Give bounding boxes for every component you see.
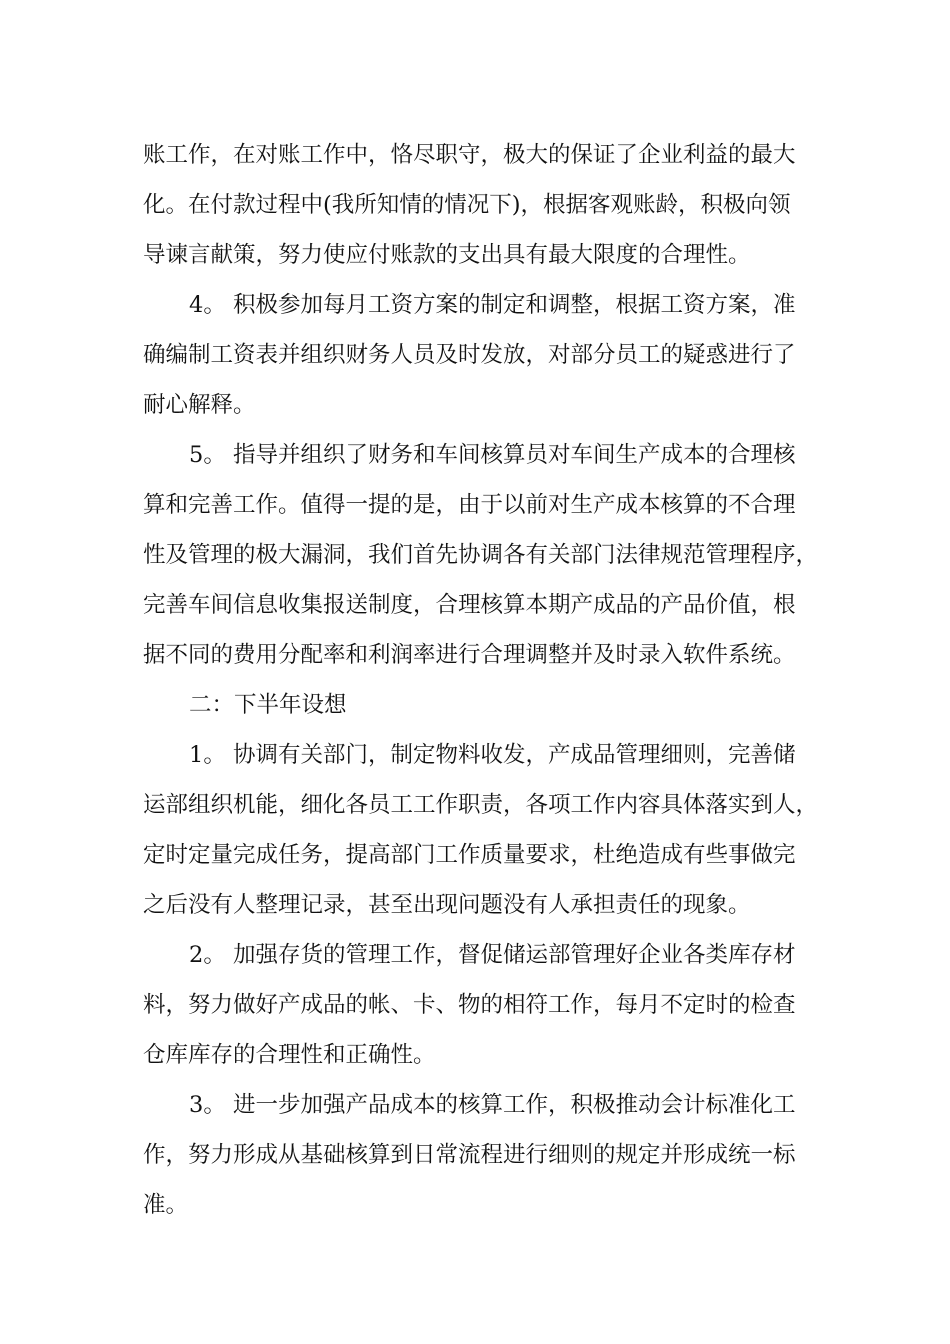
text-line: 化。在付款过程中(我所知情的情况下)，根据客观账龄，积极向领 — [143, 192, 791, 218]
text-line: 账工作，在对账工作中，恪尽职守，极大的保证了企业利益的最大 — [143, 142, 796, 168]
section-heading: 二：下半年设想 — [189, 692, 347, 718]
text-line: 完善车间信息收集报送制度，合理核算本期产成品的产品价值，根 — [143, 592, 796, 618]
text-line: 4。 积极参加每月工资方案的制定和调整，根据工资方案，准 — [189, 292, 796, 318]
text-line: 定时定量完成任务，提高部门工作质量要求，杜绝造成有些事做完 — [143, 842, 796, 868]
text-line: 确编制工资表并组织财务人员及时发放，对部分员工的疑惑进行了 — [143, 342, 796, 368]
text-line: 据不同的费用分配率和利润率进行合理调整并及时录入软件系统。 — [143, 642, 796, 668]
text-line: 运部组织机能，细化各员工工作职责，各项工作内容具体落实到人， — [143, 792, 819, 818]
text-line: 3。 进一步加强产品成本的核算工作，积极推动会计标准化工 — [189, 1092, 796, 1118]
text-line: 2。 加强存货的管理工作，督促储运部管理好企业各类库存材 — [189, 942, 796, 968]
text-line: 仓库库存的合理性和正确性。 — [143, 1042, 436, 1068]
document-body — [143, 130, 819, 1230]
text-line: 准。 — [143, 1192, 189, 1218]
text-line: 导谏言献策，努力使应付账款的支出具有最大限度的合理性。 — [143, 242, 751, 268]
text-line: 之后没有人整理记录，甚至出现问题没有人承担责任的现象。 — [143, 892, 751, 918]
text-line: 性及管理的极大漏洞，我们首先协调各有关部门法律规范管理程序， — [143, 542, 819, 568]
text-line: 作，努力形成从基础核算到日常流程进行细则的规定并形成统一标 — [143, 1142, 796, 1168]
text-line: 5。 指导并组织了财务和车间核算员对车间生产成本的合理核 — [189, 442, 796, 468]
text-line: 1。 协调有关部门，制定物料收发，产成品管理细则，完善储 — [189, 742, 796, 768]
text-line: 耐心解释。 — [143, 392, 256, 418]
text-line: 料，努力做好产成品的帐、卡、物的相符工作，每月不定时的检查 — [143, 992, 796, 1018]
text-line: 算和完善工作。值得一提的是，由于以前对生产成本核算的不合理 — [143, 492, 796, 518]
